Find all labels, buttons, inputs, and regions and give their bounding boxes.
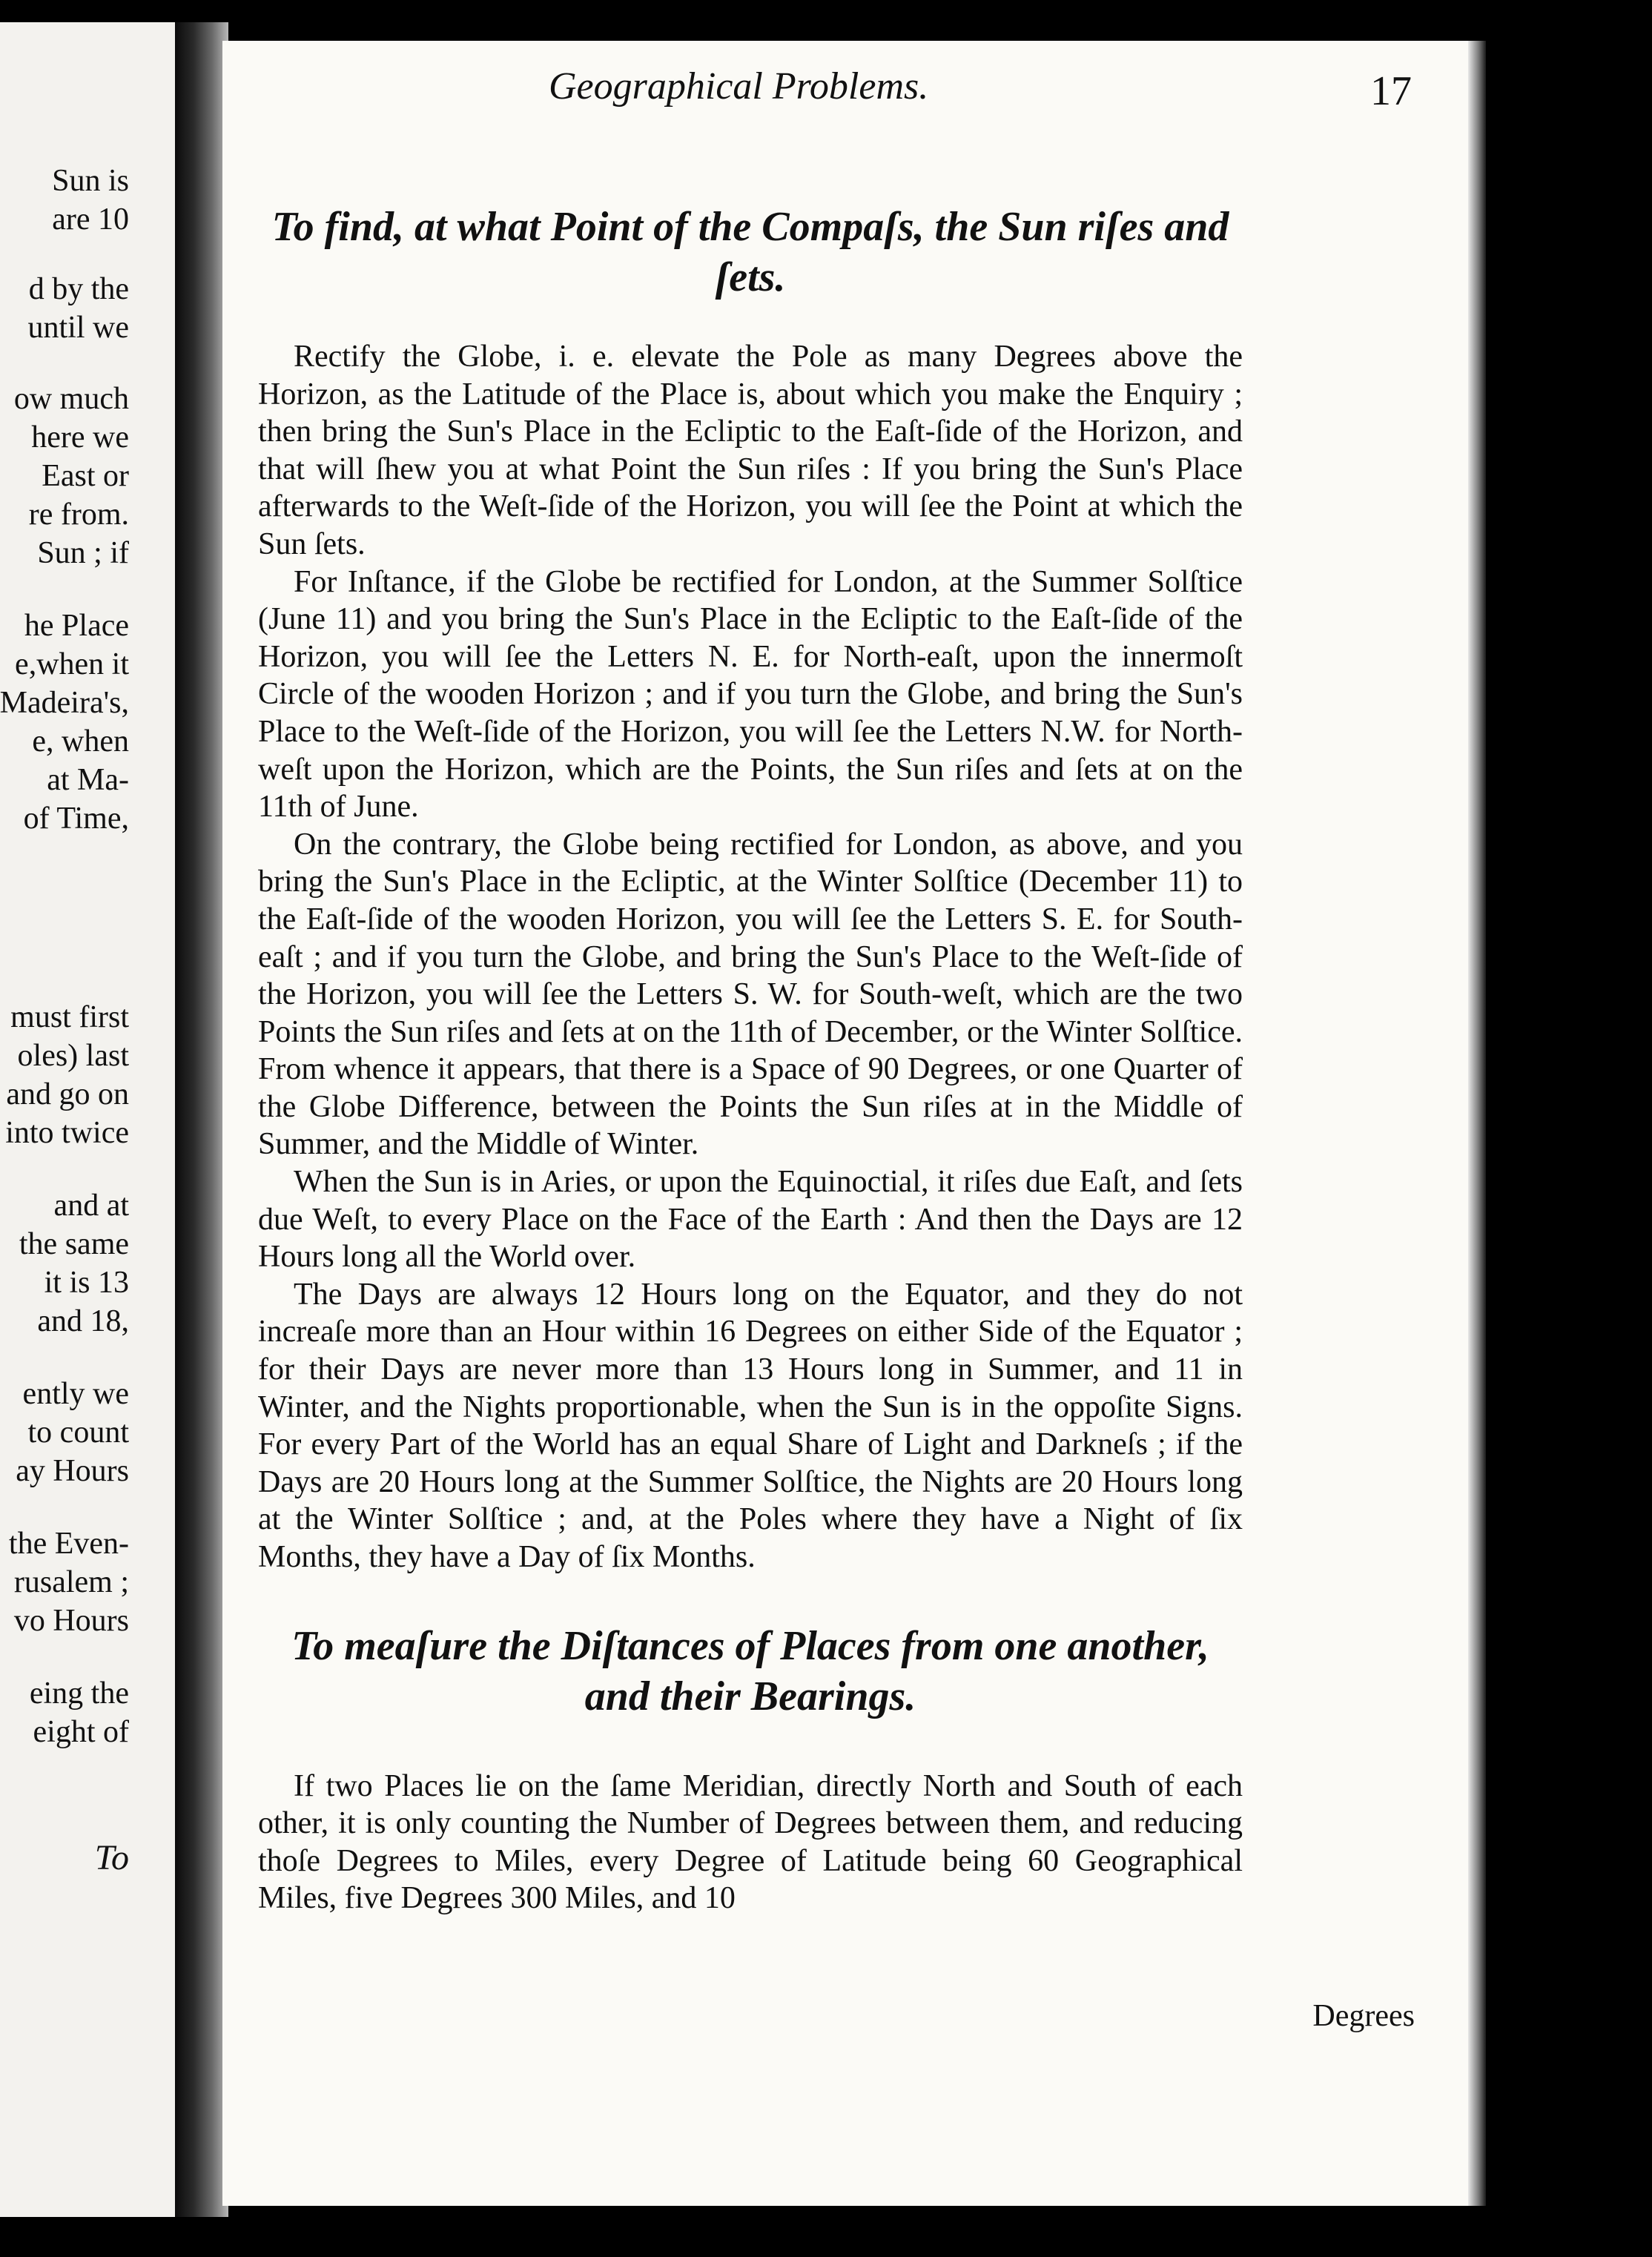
page-number: 17 bbox=[1370, 68, 1412, 114]
left-page-text-fragment: e,when it bbox=[15, 647, 129, 681]
left-page-text-fragment: re from. bbox=[28, 498, 129, 532]
left-page-text-fragment: of Time, bbox=[23, 802, 129, 836]
left-page-catchword: To bbox=[94, 1838, 129, 1877]
left-page-text-fragment: until we bbox=[27, 311, 129, 345]
left-page-text-fragment: into twice bbox=[5, 1116, 129, 1150]
page-edge bbox=[1468, 41, 1486, 2206]
left-page-text-fragment: e, when bbox=[32, 724, 129, 759]
left-page-text-fragment: vo Hours bbox=[13, 1604, 129, 1638]
running-head bbox=[222, 61, 1468, 120]
paragraph: On the contrary, the Globe being rectified for London, as above, and you bring the Sun's Place in the Ecliptic, at the Winter Solſtice (December 11) to the Eaſt-ſide of the wooden Horizon, you will ſee the Letters S. E. for South-eaſt ; and if you turn the Globe, and bring the Sun's Place to the Weſt-ſide of the Horizon, you will ſee the Letters S. W. for South-weſt, which are the two Points the Sun riſes and ſets at on the 11th of December, or the Winter Solſtice. From whence it appears, that there is a Space of 90 Degrees, or one Quarter of the Globe Difference, between the Points the Sun riſes at in the Middle of Summer, and the Middle of Winter. bbox=[258, 827, 1243, 1162]
left-page-text-fragment: d by the bbox=[28, 272, 129, 306]
left-page-text-fragment: must first bbox=[10, 1000, 129, 1034]
left-page-text-fragment: rusalem ; bbox=[13, 1565, 129, 1599]
left-page-text-fragment: are 10 bbox=[52, 202, 129, 237]
left-page-text-fragment: eight of bbox=[33, 1715, 129, 1749]
page-body bbox=[258, 202, 1243, 1917]
left-page-text-fragment: Sun is bbox=[52, 164, 129, 198]
left-page-text-fragment: it is 13 bbox=[44, 1266, 129, 1300]
left-page-text-fragment: to count bbox=[27, 1415, 129, 1450]
left-page-text-fragment: and at bbox=[53, 1189, 129, 1223]
left-page-text-fragment: here we bbox=[31, 420, 129, 455]
left-page-text-fragment: ently we bbox=[22, 1377, 129, 1411]
left-page-text-fragment: ow much bbox=[13, 382, 129, 416]
paragraph: When the Sun is in Aries, or upon the Equinoctial, it riſes due Eaſt, and ſets due Weſt, to every Place on the Face of the Earth : And then the Days are 12 Hours long all the World over. bbox=[258, 1165, 1243, 1275]
left-page-text-fragment: East or bbox=[42, 459, 129, 493]
paragraph: If two Places lie on the ſame Meridian, directly North and South of each other, it is only counting the Number of Degrees between them, and reducing thoſe Degrees to Miles, every Degree of Latitude being 60 Geographical Miles, five Degrees 300 Miles, and 10 bbox=[258, 1768, 1243, 1916]
paragraph: For Inſtance, if the Globe be rectified for London, at the Summer Solſtice (June 11) and you bring the Sun's Place in the Ecliptic to the Eaſt-ſide of the Horizon, you will ſee the Letters N. E. for North-eaſt, upon the innermoſt Circle of the wooden Horizon ; and if you turn the Globe, and bring the Sun's Place to the Weſt-ſide of the Horizon, you will ſee the Letters N.W. for North-weſt upon the Horizon, which are the Points, the Sun riſes and ſets at on the 11th of June. bbox=[258, 564, 1243, 825]
left-page-text-fragment: he Place bbox=[24, 609, 129, 643]
section-heading: To find, at what Point of the Compaſs, the Sun riſes and ſets. bbox=[271, 204, 1229, 300]
left-page-text-fragment: and 18, bbox=[37, 1304, 129, 1338]
left-page-text-fragment: Madeira's, bbox=[0, 686, 129, 720]
section-heading: To meaſure the Diſtances of Places from one another, and their Bearings. bbox=[291, 1622, 1209, 1719]
left-page-text-fragment: at Ma- bbox=[47, 763, 129, 797]
left-page-text-fragment: and go on bbox=[6, 1077, 129, 1111]
running-head-title: Geographical Problems. bbox=[549, 65, 929, 108]
paragraph: The Days are always 12 Hours long on the Equator, and they do not increaſe more than an Hour within 16 Degrees on either Side of the Equator ; for their Days are never more than 13 Hours long in Summer, and 11 in Winter, and the Nights proportionable, when the Sun is in the oppoſite Signs. For every Part of the World has an equal Share of Light and Darkneſs ; if the Days are 20 Hours long at the Summer Solſtice, the Nights are 20 Hours long at the Winter Solſtice ; and, at the Poles where they have a Night of ſix Months, they have a Day of ſix Months. bbox=[258, 1277, 1243, 1574]
left-page-text-fragment: oles) last bbox=[17, 1039, 129, 1073]
catchword: Degrees bbox=[1312, 1999, 1415, 2033]
book-gutter bbox=[175, 22, 228, 2217]
left-page-text-fragment: eing the bbox=[29, 1676, 129, 1711]
previous-page-fragment bbox=[0, 22, 175, 2217]
left-page-text-fragment: the same bbox=[19, 1227, 129, 1261]
paragraph: Rectify the Globe, i. e. elevate the Pole as many Degrees above the Horizon, as the Latitude of the Place is, about which you make the Enquiry ; then bring the Sun's Place in the Ecliptic to the Eaſt-ſide of the Horizon, and that will ſhew you at what Point the Sun riſes : If you bring the Sun's Place afterwards to the Weſt-ſide of the Horizon, you will ſee the Point at which the Sun ſets. bbox=[258, 340, 1243, 561]
left-page-text-fragment: the Even- bbox=[8, 1527, 129, 1561]
left-page-text-fragment: ay Hours bbox=[16, 1454, 129, 1488]
left-page-text-fragment: Sun ; if bbox=[37, 536, 129, 570]
